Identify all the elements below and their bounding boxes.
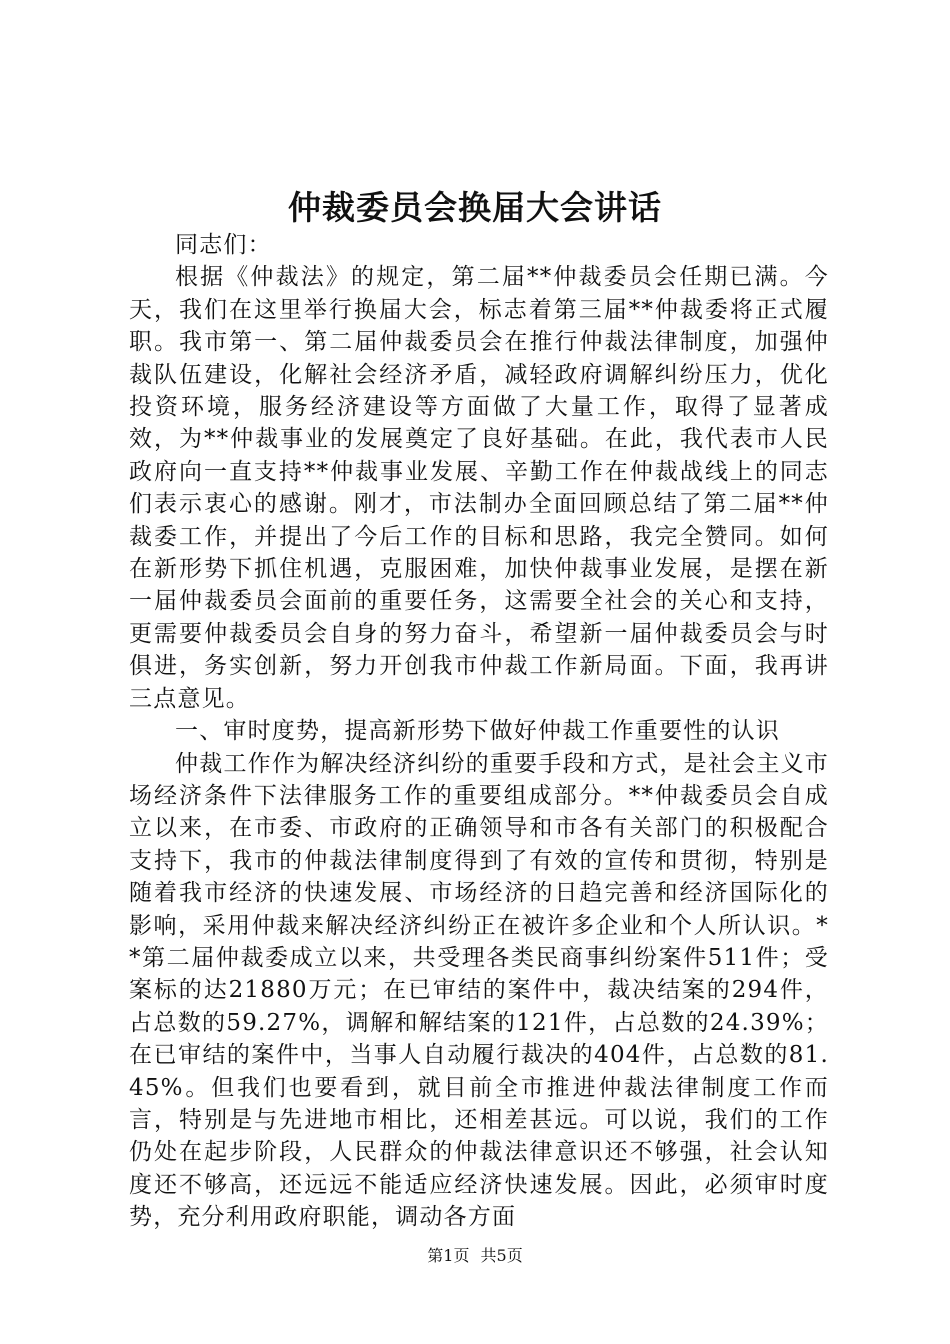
- document-title: 仲裁委员会换届大会讲话: [288, 188, 662, 227]
- section-heading-1: 一、审时度势，提高新形势下做好仲裁工作重要性的认识: [175, 718, 780, 745]
- page-number: 第1页: [427, 1246, 470, 1265]
- salutation-paragraph: 同志们：: [175, 232, 272, 258]
- section-1-paragraph: 仲裁工作作为解决经济纠纷的重要手段和方式，是社会主义市场经济条件下法律服务工作的重要组成部分。**仲裁委员会自成立以来，在市委、市政府的正确领导和市各有关部门的积极配合支持下，我市的仲裁法律制度得到了有效的宣传和贯彻，特别是随着我市经济的快速发展、市场经济的日趋完善和经济国际化的影响，采用仲裁来解决经济纠纷正在被许多企业和个人所认识。**第二届仲裁委成立以来，共受理各类民商事纠纷案件511件；受案标的达21880万元；在已审结的案件中，裁决结案的294件，占总数的59.27%，调解和解结案的121件，占总数的24.39%；在已审结的案件中，当事人自动履行裁决的404件，占总数的81.45%。但我们也要看到，就目前全市推进仲裁法律制度工作而言，特别是与先进地市相比，还相差甚远。可以说，我们的工作仍处在起步阶段，人民群众的仲裁法律意识还不够强，社会认知度还不够高，还远远不能适应经济快速发展。因此，必须审时度势，充分利用政府职能，调动各方面: [129, 750, 829, 1231]
- page-total: 共5页: [480, 1246, 523, 1265]
- document-body: [129, 229, 829, 1234]
- opening-paragraph: 根据《仲裁法》的规定，第二届**仲裁委员会任期已满。今天，我们在这里举行换届大会，标志着第三届**仲裁委将正式履职。我市第一、第二届仲裁委员会在推行仲裁法律制度，加强仲裁队伍建设，化解社会经济矛盾，减轻政府调解纠纷压力，优化投资环境，服务经济建设等方面做了大量工作，取得了显著成效，为**仲裁事业的发展奠定了良好基础。在此，我代表市人民政府向一直支持**仲裁事业发展、辛勤工作在仲裁战线上的同志们表示衷心的感谢。刚才，市法制办全面回顾总结了第二届**仲裁委工作，并提出了今后工作的目标和思路，我完全赞同。如何在新形势下抓住机遇，克服困难，加快仲裁事业发展，是摆在新一届仲裁委员会面前的重要任务，这需要全社会的关心和支持，更需要仲裁委员会自身的努力奋斗，希望新一届仲裁委员会与时俱进，务实创新，努力开创我市仲裁工作新局面。下面，我再讲三点意见。: [129, 264, 829, 712]
- page-footer: [0, 1245, 950, 1267]
